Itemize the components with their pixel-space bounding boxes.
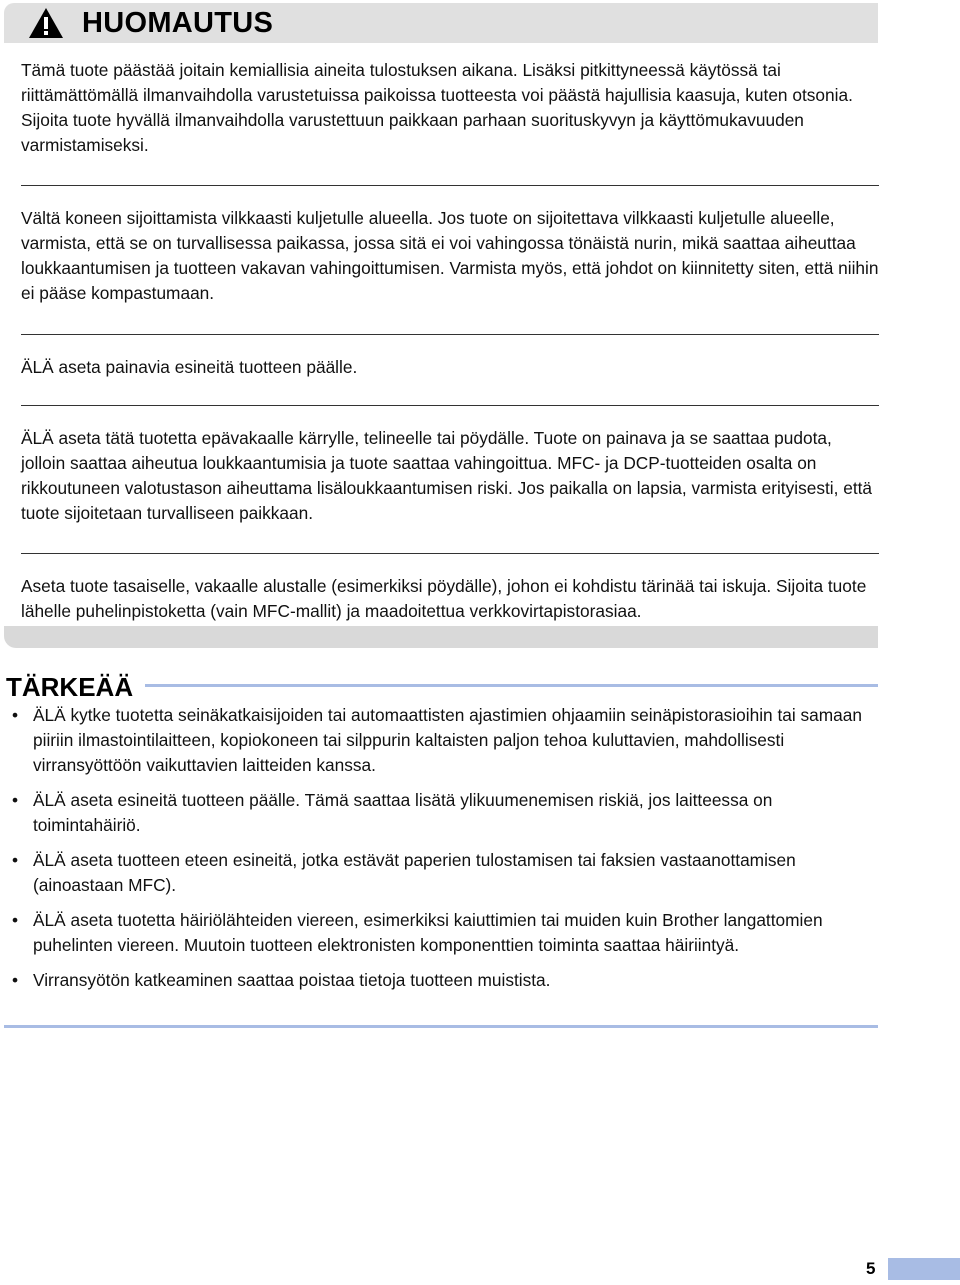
bullet-icon: • xyxy=(12,910,19,930)
list-item-text: ÄLÄ aseta esineitä tuotteen päälle. Tämä saattaa lisätä ylikuumenemisen riskiä, jos laitteessa on toimintahäiriö. xyxy=(33,790,773,835)
bullet-icon: • xyxy=(12,850,19,870)
list-item-text: Virransyötön katkeaminen saattaa poistaa tietoja tuotteen muistista. xyxy=(33,970,551,990)
important-bottom-rule xyxy=(4,1025,878,1028)
warning-paragraph: Vältä koneen sijoittamista vilkkaasti kuljetulle alueella. Jos tuote on sijoitettava vilkkaasti kuljetulle alueelle, varmista, että se on turvallisessa paikassa, jossa sitä ei voi vahingossa tönäistä nurin, mikä saattaa aiheuttaa loukkaantumisen ja tuotteen vakavan vahingoittumisen. Varmista myös, että johdot on kiinnitetty siten, että niihin ei pääse kompastumaan. xyxy=(21,208,879,303)
warning-paragraph: Aseta tuote tasaiselle, vakaalle alustalle (esimerkiksi pöydälle), johon ei kohdistu tärinää tai iskuja. Sijoita tuote lähelle puhelinpistoketta (vain MFC-mallit) ja maadoitettua verkkovirtapistorasiaa. xyxy=(21,576,867,621)
page-number-tab xyxy=(888,1258,960,1280)
divider xyxy=(21,334,879,335)
list-item xyxy=(12,968,878,993)
warning-paragraph: Tämä tuote päästää joitain kemiallisia aineita tulostuksen aikana. Lisäksi pitkittyneessä käytössä tai riittämättömällä ilmanvaihdolla varustetuissa paikoissa tuotteesta voi päästä hajullisia kaasuja, kuten otsonia. Sijoita tuote hyvällä ilmanvaihdolla varustettuun paikkaan parhaan suorituskyvyn ja käyttömukavuuden varmistamiseksi. xyxy=(21,60,853,155)
list-item xyxy=(12,908,878,958)
warning-paragraph: ÄLÄ aseta tätä tuotetta epävakaalle kärrylle, telineelle tai pöydälle. Tuote on painava ja se saattaa pudota, jolloin saattaa aiheutua loukkaantumisia ja tuote saattaa vahingoittua. MFC- ja DCP-tuotteiden osalta on rikkoutuneen valotustason aiheuttama lisäloukkaantumisen riski. Jos paikalla on lapsia, varmista erityisesti, että tuote sijoitetaan turvalliseen paikkaan. xyxy=(21,428,873,523)
bullet-icon: • xyxy=(12,970,19,990)
list-item xyxy=(12,848,878,898)
list-item-text: ÄLÄ aseta tuotetta häiriölähteiden viereen, esimerkiksi kaiuttimien tai muiden kuin Brother langattomien puhelinten viereen. Muutoin tuotteen elektronisten komponenttien toiminta saattaa häiriintyä. xyxy=(33,910,823,955)
warning-footer-bar xyxy=(4,626,878,648)
warning-triangle-icon xyxy=(26,5,66,41)
divider xyxy=(21,405,879,406)
warning-paragraph: ÄLÄ aseta painavia esineitä tuotteen päälle. xyxy=(21,357,358,377)
divider xyxy=(21,553,879,554)
list-item-text: ÄLÄ aseta tuotteen eteen esineitä, jotka estävät paperien tulostamisen tai faksien vastaanottamisen (ainoastaan MFC). xyxy=(33,850,796,895)
warning-header xyxy=(4,3,878,43)
important-title-rule xyxy=(145,684,878,687)
list-item xyxy=(12,703,878,778)
divider xyxy=(21,185,879,186)
warning-title: HUOMAUTUS xyxy=(82,6,274,39)
important-title: TÄRKEÄÄ xyxy=(6,672,134,702)
page-number: 5 xyxy=(866,1259,876,1278)
bullet-icon: • xyxy=(12,790,19,810)
bullet-icon: • xyxy=(12,705,19,725)
important-list xyxy=(12,703,878,1003)
list-item-text: ÄLÄ kytke tuotetta seinäkatkaisijoiden tai automaattisten ajastimien ohjaamiin seinäpistorasioihin tai samaan piiriin ilmastointilaitteen, kopiokoneen tai silppurin kaltaisten paljon tehoa kuluttavien, mahdollisesti virransyöttöön vaikuttavien laitteiden kanssa. xyxy=(33,705,863,775)
warning-body xyxy=(21,58,879,624)
list-item xyxy=(12,788,878,838)
